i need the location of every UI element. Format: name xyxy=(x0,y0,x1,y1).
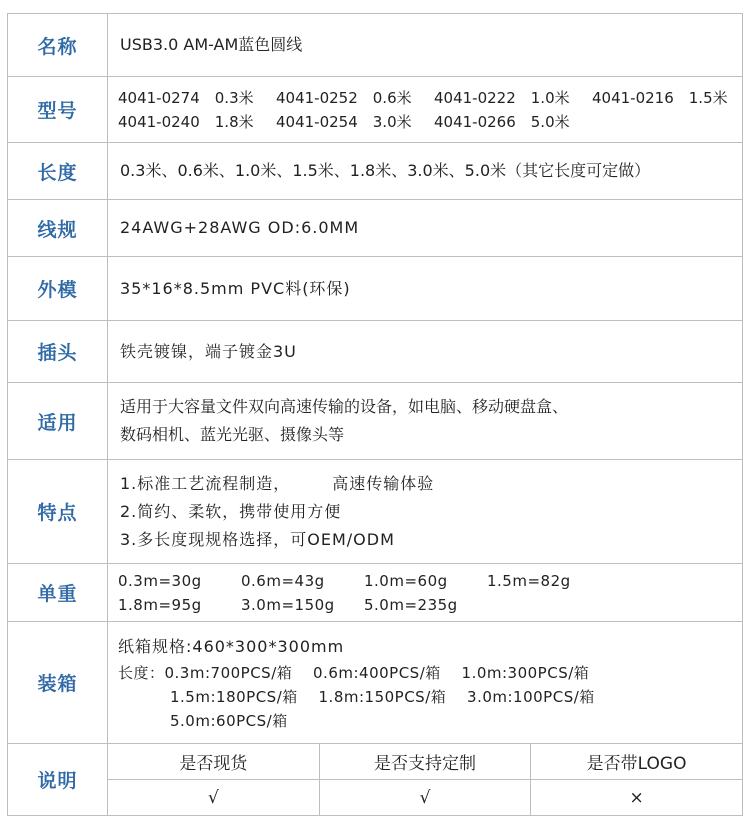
value-gauge: 24AWG+28AWG OD:6.0MM xyxy=(108,200,743,257)
usage-line: 适用于大容量文件双向高速传输的设备，如电脑、移动硬盘盒、 xyxy=(120,397,569,416)
label-length: 长度 xyxy=(8,143,108,200)
notes-value: √ xyxy=(319,780,530,816)
label-plug: 插头 xyxy=(8,321,108,383)
packing-line: 5.0m:60PCS/箱 xyxy=(170,711,288,730)
weight-item: 1.8m=95g xyxy=(118,595,202,614)
model-list xyxy=(118,86,742,134)
label-mold: 外模 xyxy=(8,257,108,321)
label-weight: 单重 xyxy=(8,564,108,622)
notes-value: × xyxy=(531,780,742,816)
model-item: 4041-0216 1.5米 xyxy=(592,88,728,107)
row-mold xyxy=(8,257,743,321)
value-mold: 35*16*8.5mm PVC料(环保) xyxy=(108,257,743,321)
feature-line: 1.标准工艺流程制造， xyxy=(120,473,291,493)
value-plug: 铁壳镀镍，端子镀金3U xyxy=(108,321,743,383)
model-item: 4041-0240 1.8米 xyxy=(118,112,254,131)
notes-header: 是否支持定制 xyxy=(319,744,530,780)
notes-header: 是否现货 xyxy=(108,744,319,780)
notes-value: √ xyxy=(108,780,319,816)
packing-line: 长度：0.3m:700PCS/箱 0.6m:400PCS/箱 1.0m:300PCS/箱 xyxy=(118,663,590,682)
feature-line: 2.简约、柔软，携带使用方便 xyxy=(120,501,342,521)
weight-item: 3.0m=150g xyxy=(241,595,335,614)
weight-item: 0.6m=43g xyxy=(241,571,325,590)
model-item: 4041-0222 1.0米 xyxy=(434,88,570,107)
row-packing xyxy=(8,622,743,744)
row-weight xyxy=(8,564,743,622)
row-plug xyxy=(8,321,743,383)
value-name: USB3.0 AM-AM蓝色圆线 xyxy=(108,14,743,77)
weight-list xyxy=(118,569,742,617)
row-usage xyxy=(8,383,743,460)
weight-item: 0.3m=30g xyxy=(118,571,202,590)
row-name xyxy=(8,14,743,77)
label-packing: 装箱 xyxy=(8,622,108,744)
model-item: 4041-0252 0.6米 xyxy=(276,88,412,107)
label-model: 型号 xyxy=(8,77,108,143)
spec-table xyxy=(7,13,743,816)
row-notes xyxy=(8,744,743,816)
notes-table xyxy=(108,744,742,815)
row-length xyxy=(8,143,743,200)
model-item: 4041-0274 0.3米 xyxy=(118,88,254,107)
feature-line: 高速传输体验 xyxy=(332,473,435,493)
packing-line: 1.5m:180PCS/箱 1.8m:150PCS/箱 3.0m:100PCS/箱 xyxy=(170,687,595,706)
label-name: 名称 xyxy=(8,14,108,77)
notes-header-row xyxy=(108,744,742,780)
weight-item: 1.0m=60g xyxy=(364,571,448,590)
weight-item: 1.5m=82g xyxy=(487,571,571,590)
row-model xyxy=(8,77,743,143)
value-length: 0.3米、0.6米、1.0米、1.5米、1.8米、3.0米、5.0米（其它长度可定做） xyxy=(108,143,743,200)
packing-carton: 纸箱规格:460*300*300mm xyxy=(118,636,345,656)
model-item: 4041-0266 5.0米 xyxy=(434,112,570,131)
label-gauge: 线规 xyxy=(8,200,108,257)
label-features: 特点 xyxy=(8,460,108,564)
weight-item: 5.0m=235g xyxy=(364,595,458,614)
notes-header: 是否带LOGO xyxy=(531,744,742,780)
usage-line: 数码相机、蓝光光驱、摄像头等 xyxy=(120,425,345,444)
label-usage: 适用 xyxy=(8,383,108,460)
row-gauge xyxy=(8,200,743,257)
row-features xyxy=(8,460,743,564)
feature-line: 3.多长度现规格选择，可OEM/ODM xyxy=(120,529,395,549)
model-item: 4041-0254 3.0米 xyxy=(276,112,412,131)
label-notes: 说明 xyxy=(8,744,108,816)
